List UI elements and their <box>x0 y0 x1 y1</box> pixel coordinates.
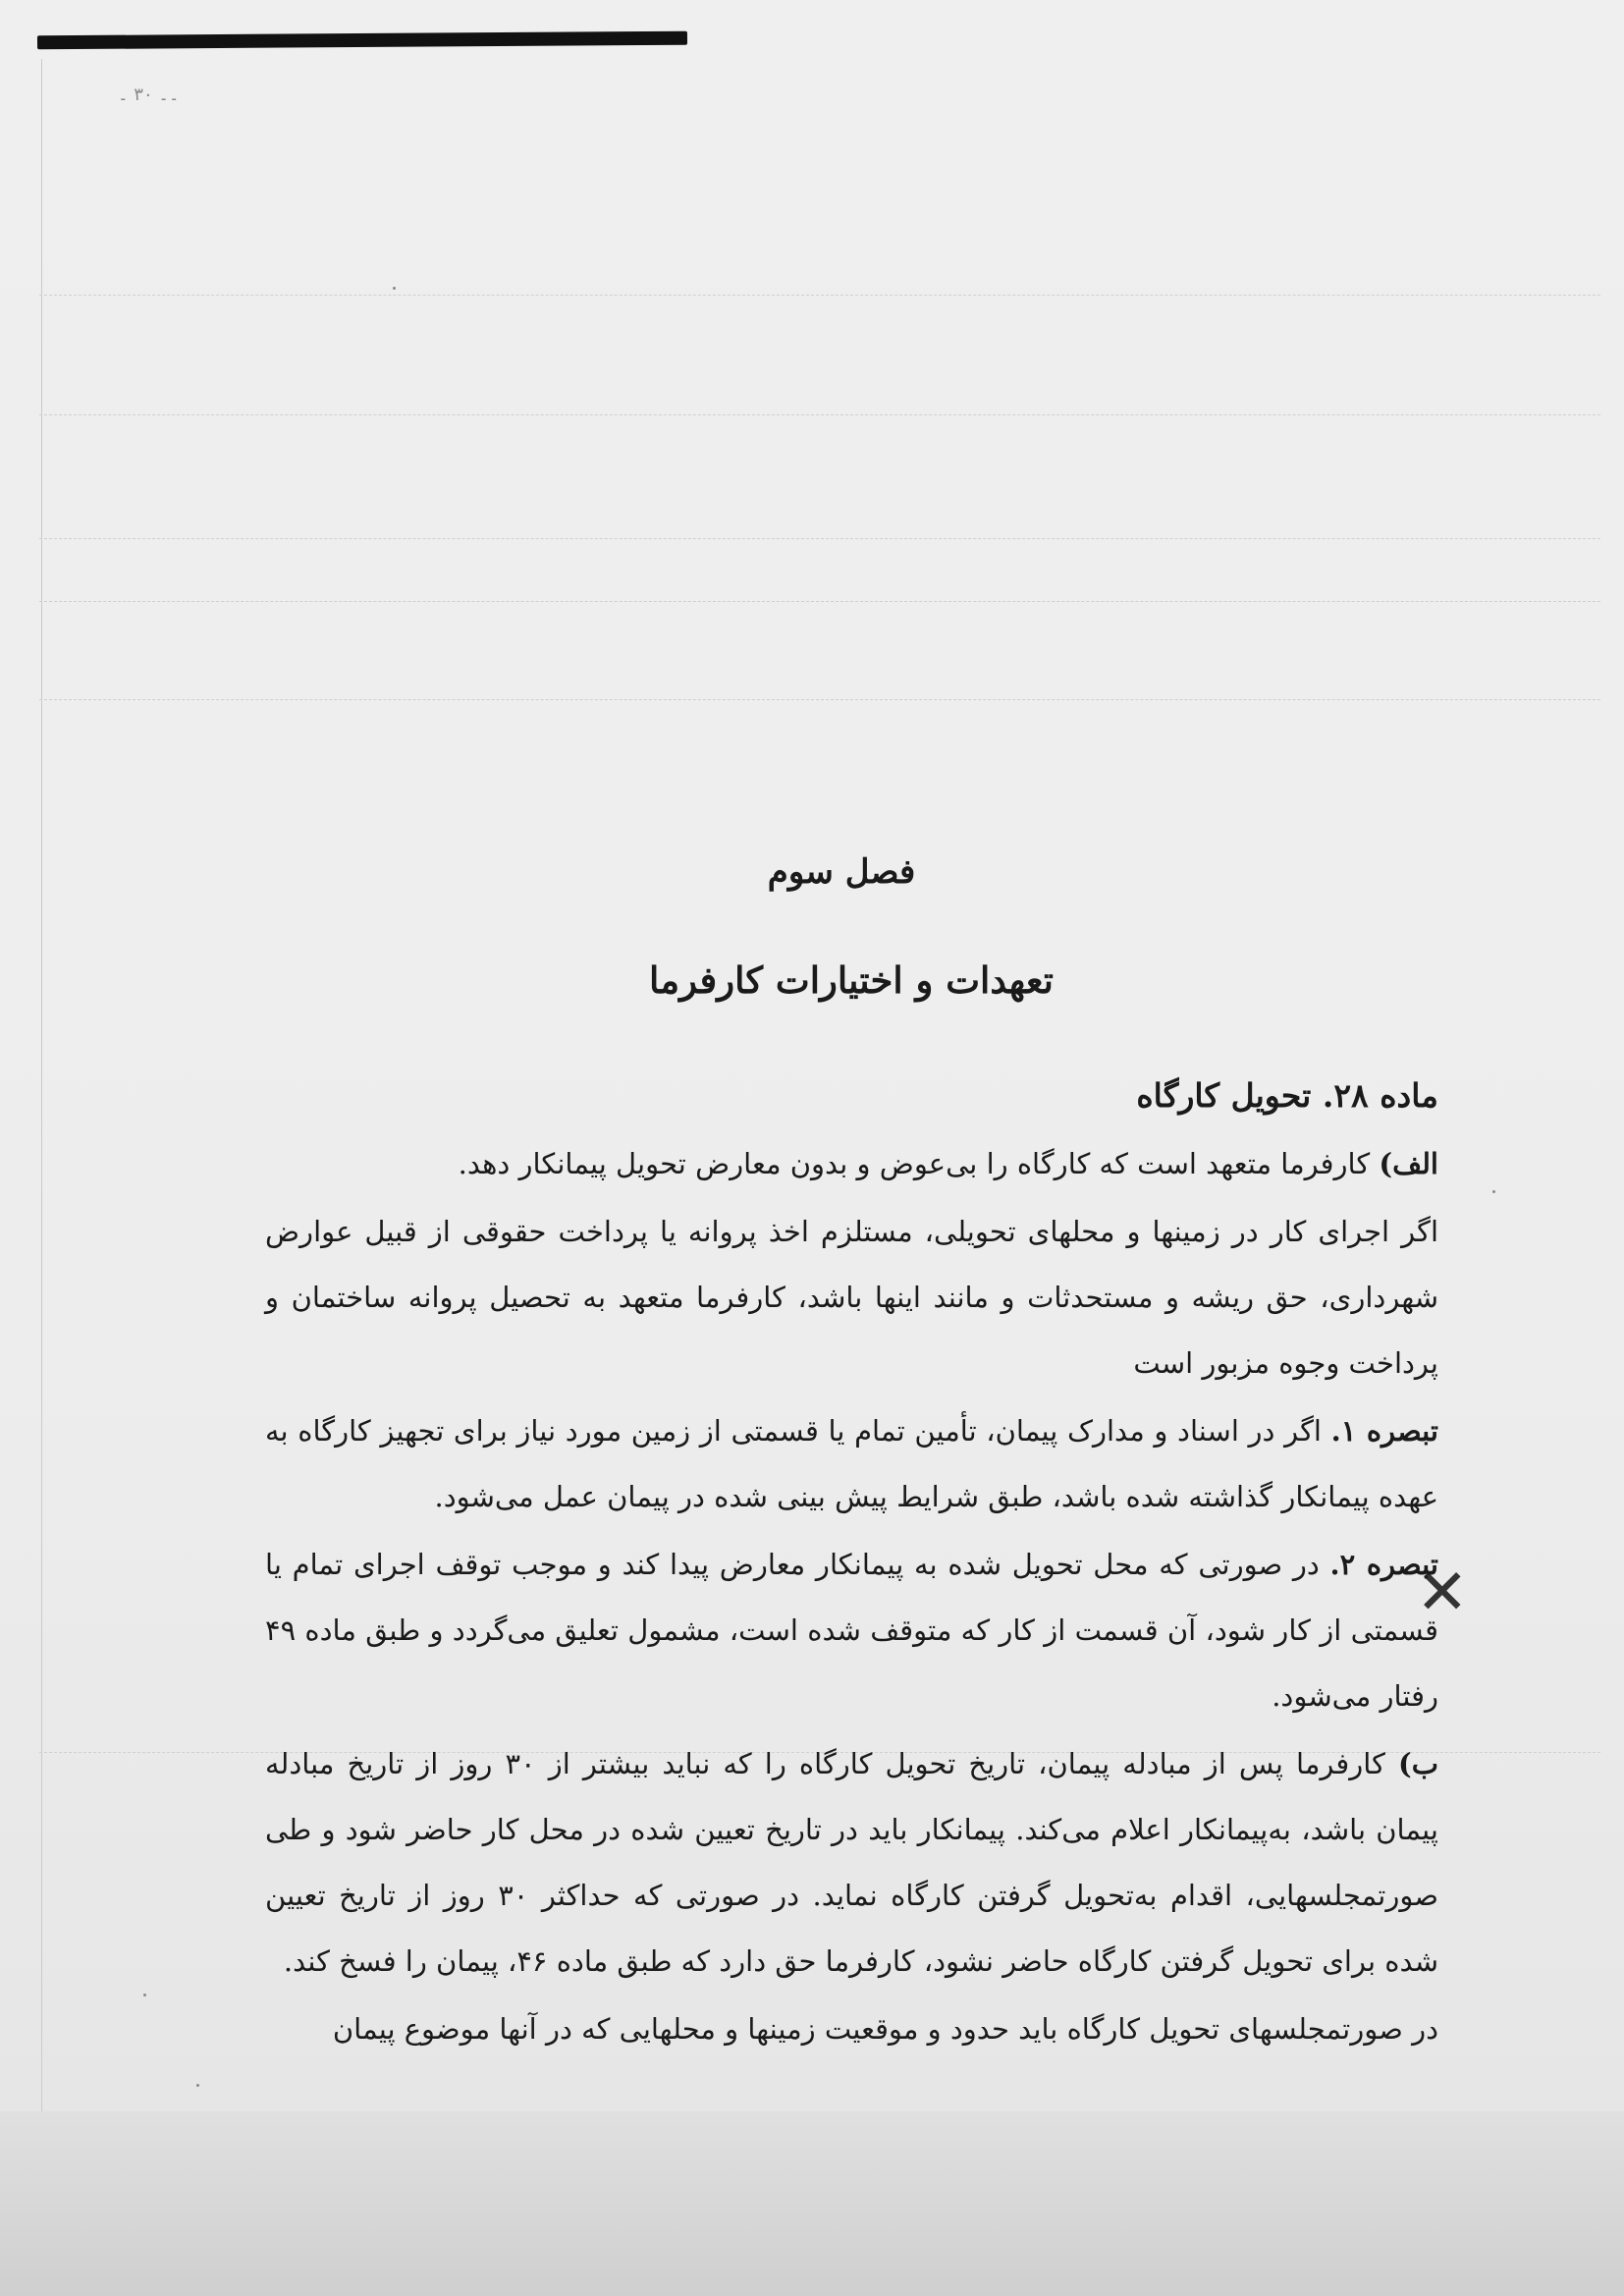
paragraph-label: الف) <box>1379 1147 1438 1180</box>
fold-line <box>39 414 1600 415</box>
fold-line <box>39 699 1600 700</box>
paragraph-text: کارفرما پس از مبادله پیمان، تاریخ تحویل کارگاه را که نباید بیشتر از ۳۰ روز از تاریخ مبادله پیمان باشد، به‌پیمانکار اعلام می‌کند. پیمانکار باید در تاریخ تعیین شده در محل کار حاضر شود و طی صورتمجلسهایی، اقدام به‌تحویل گرفتن کارگاه نماید. در صورتی که حداکثر ۳۰ روز از تاریخ تعیین شده برای تحویل گرفتن کارگاه حاضر نشود، کارفرما حق دارد که طبق ماده ۴۶، پیمان را فسخ کند. <box>265 1747 1438 1978</box>
article-heading: ماده ۲۸. تحویل کارگاه <box>1136 1076 1438 1115</box>
paragraph-label: تبصره ۱. <box>1330 1414 1438 1448</box>
paragraph-label: تبصره ۲. <box>1329 1548 1438 1581</box>
speck <box>1492 1190 1495 1193</box>
speck <box>143 1994 146 1996</box>
paragraph-alef <box>265 1131 1438 1197</box>
chapter-title: فصل سوم <box>767 852 916 892</box>
fold-line <box>39 538 1600 539</box>
paragraph-text: اگر در اسناد و مدارک پیمان، تأمین تمام یا قسمتی از زمین مورد نیاز برای تجهیز کارگاه به عهده پیمانکار گذاشته شده باشد، طبق شرایط پیش بینی شده در پیمان عمل می‌شود. <box>265 1414 1438 1513</box>
paragraph-be <box>265 1731 1438 1995</box>
scan-edge-bar <box>37 31 687 50</box>
corner-mark: ۔۔ ۳۰ ۔ <box>118 84 180 105</box>
paragraph-text: در صورتمجلسهای تحویل کارگاه باید حدود و موقعیت زمینها و محلهایی که در آنها موضوع پیمان <box>332 2012 1438 2046</box>
paragraph-permits <box>265 1199 1438 1396</box>
paragraph-note-2 <box>265 1532 1438 1729</box>
speck <box>393 287 396 290</box>
paragraph-label: ب) <box>1397 1747 1438 1780</box>
paragraph-minutes <box>265 1996 1438 2062</box>
fold-line <box>39 295 1600 296</box>
paragraph-text: کارفرما متعهد است که کارگاه را بی‌عوض و بدون معارض تحویل پیمانکار دهد. <box>458 1147 1380 1180</box>
handwritten-x-mark: ✕ <box>1416 1557 1469 1629</box>
article-body <box>265 1068 1438 2064</box>
fold-line <box>39 601 1600 602</box>
paragraph-text: در صورتی که محل تحویل شده به پیمانکار معارض پیدا کند و موجب توقف اجرای تمام یا قسمتی از کار شود، آن قسمت از کار که متوقف شده است، مشمول تعلیق می‌گردد و طبق ماده ۴۹ رفتار می‌شود. <box>265 1548 1438 1713</box>
speck <box>196 2084 199 2087</box>
chapter-subtitle: تعهدات و اختیارات کارفرما <box>649 958 1054 1002</box>
left-edge-line <box>41 59 42 2278</box>
paragraph-text: اگر اجرای کار در زمینها و محلهای تحویلی، مستلزم اخذ پروانه یا پرداخت حقوقی از قبیل عوارض شهرداری، حق ریشه و مستحدثات و مانند اینها باشد، کارفرما متعهد به تحصیل پروانه ساختمان و پرداخت وجوه مزبور است <box>265 1215 1438 1380</box>
paragraph-note-1 <box>265 1398 1438 1530</box>
scan-shadow <box>0 2111 1624 2296</box>
